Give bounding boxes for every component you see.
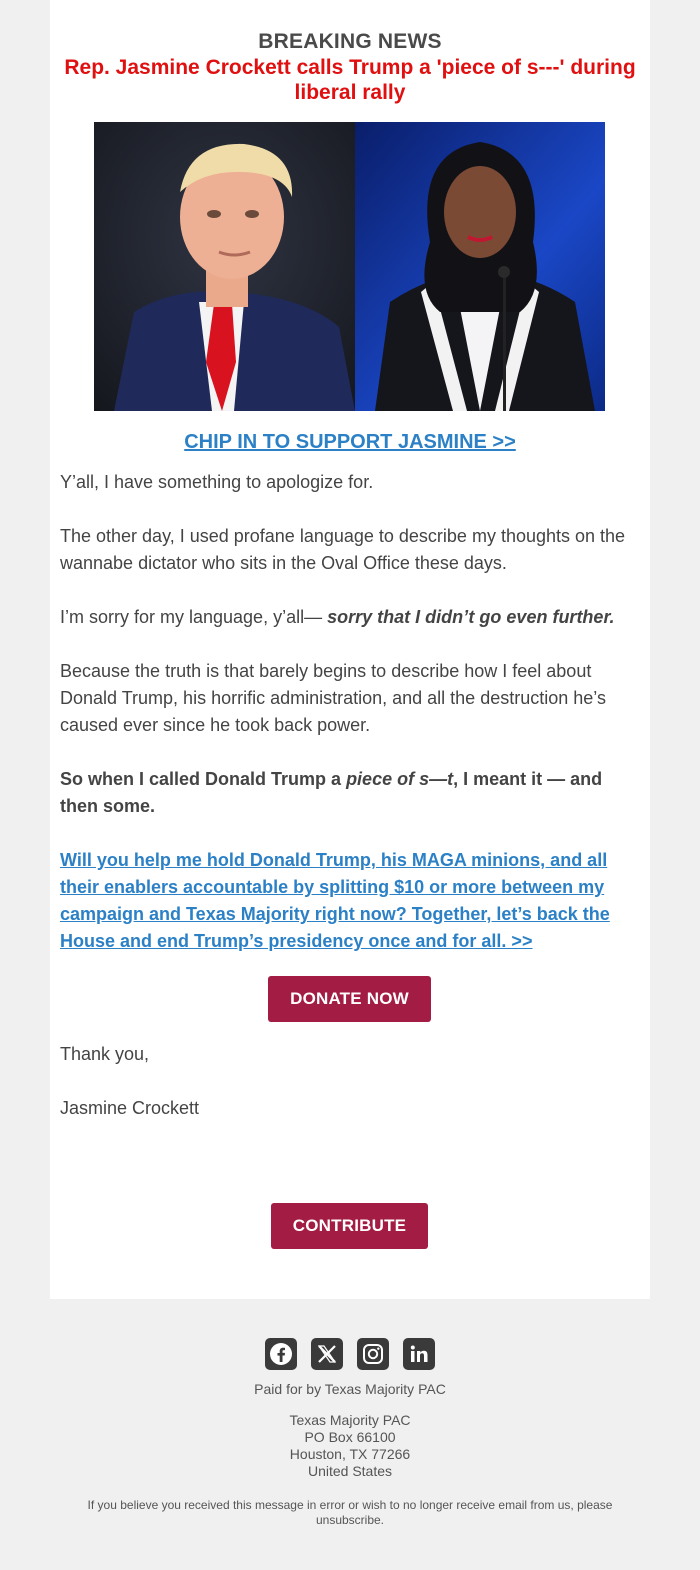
linkedin-icon[interactable] [403,1338,435,1370]
address-city: Houston, TX 77266 [289,1446,411,1462]
paid-for-text: Paid for by Texas Majority PAC [254,1381,446,1397]
paragraph-profane: The other day, I used profane language to describe my thoughts on the wannabe dictator who sits in the Oval Office these days. [60,526,626,573]
signature: Jasmine Crockett [60,1098,200,1118]
social-links [0,1338,700,1370]
hero-image[interactable] [94,122,605,411]
chip-in-link[interactable]: CHIP IN TO SUPPORT JASMINE >> [184,431,516,453]
headline: Rep. Jasmine Crockett calls Trump a 'piece of s---' during liberal rally [64,56,636,104]
unsubscribe-notice[interactable]: If you believe you received this message in error or wish to no longer receive email from us, please unsubscribe. [87,1498,613,1527]
address-country: United States [307,1463,393,1479]
x-icon[interactable] [311,1338,343,1370]
address-org: Texas Majority PAC [289,1412,411,1428]
called-text-b: piece of s—t [346,769,454,789]
paragraph-truth: Because the truth is that barely begins to describe how I feel about Donald Trump, his horrific administration, and all the destruction he’s caused ever since he took back power. [60,661,606,735]
email-card [50,0,650,1299]
instagram-icon[interactable] [357,1338,389,1370]
address-box: PO Box 66100 [304,1429,396,1445]
sorry-emphasis: sorry that I didn’t go even further. [327,607,615,627]
donate-now-button[interactable]: DONATE NOW [268,976,431,1022]
sorry-text: I’m sorry for my language, y’all— [60,607,328,627]
address-block [0,1412,700,1480]
contribute-button[interactable]: CONTRIBUTE [271,1203,428,1249]
called-text-c: , I meant it — and then some. [60,769,603,816]
facebook-icon[interactable] [265,1338,297,1370]
trump-photo [94,122,355,411]
breaking-news-kicker: BREAKING NEWS [258,30,442,53]
thanks-text: Thank you, [60,1044,150,1064]
crockett-photo [355,122,605,411]
paragraph-sorry [60,604,640,631]
paragraph-called [60,766,640,820]
paragraph-apology: Y’all, I have something to apologize for. [60,472,374,492]
called-text-a: So when I called Donald Trump a [60,769,347,789]
cta-link[interactable]: Will you help me hold Donald Trump, his MAGA minions, and all their enablers accountable by splitting $10 or more between my campaign and Texas Majority right now? Together, let’s back the House and end Trump’s presidency once and for all. >> [60,850,610,951]
